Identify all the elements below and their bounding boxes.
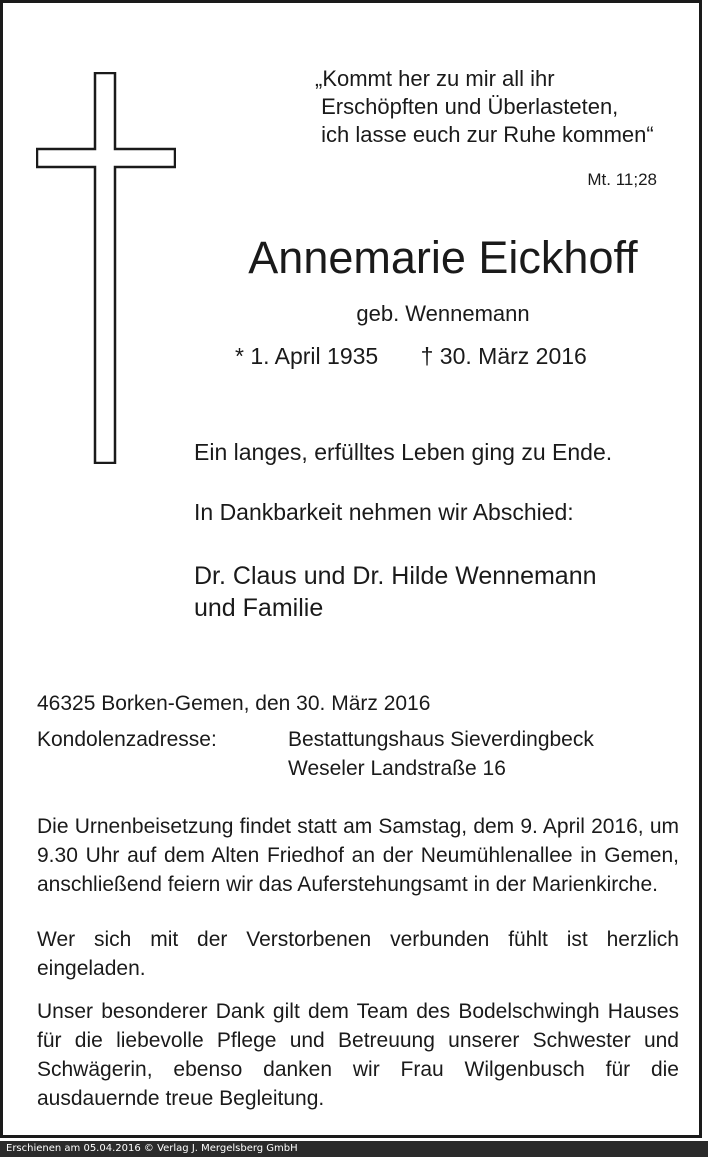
gratitude-line: In Dankbarkeit nehmen wir Abschied: (194, 499, 574, 525)
place-date: 46325 Borken-Gemen, den 30. März 2016 (37, 692, 431, 715)
quote-source: Mt. 11;28 (587, 170, 657, 189)
condolence-address: Bestattungshaus Sieverdingbeck Weseler Landstraße 16 (288, 728, 594, 780)
deceased-name: Annemarie Eickhoff (248, 232, 638, 283)
farewell-line: Ein langes, erfülltes Leben ging zu Ende. (194, 439, 613, 465)
publication-footer (0, 1141, 708, 1157)
condolence-label: Kondolenzadresse: (37, 728, 217, 751)
invitation-text: Wer sich mit der Verstorbenen verbunden fühlt ist herzlich eingeladen. (37, 928, 679, 980)
footer-text: Erschienen am 05.04.2016 © Verlag J. Mergelsberg GmbH (6, 1143, 298, 1154)
burial-details: Die Urnenbeisetzung findet statt am Samstag, dem 9. April 2016, um 9.30 Uhr auf dem Alten Friedhof an der Neumühlenallee in Gemen, anschließend feiern wir das Auferstehungsamt in der Marienkirche. (37, 815, 679, 896)
bible-quote: „Kommt her zu mir all ihr Erschöpften und Überlasteten, ich lasse euch zur Ruhe kommen“ (315, 66, 654, 147)
maiden-name: geb. Wennemann (356, 301, 530, 326)
thanks-text: Unser besonderer Dank gilt dem Team des Bodelschwingh Hauses für die liebevolle Pflege und Betreuung unserer Schwester und Schwägerin, ebenso danken wir Frau Wilgenbusch für die ausdauernde treue Begleitung. (37, 1000, 679, 1110)
life-dates (235, 343, 587, 370)
birth-date: * 1. April 1935 (235, 343, 379, 369)
mourners: Dr. Claus und Dr. Hilde Wennemann und Familie (194, 562, 597, 622)
death-date: † 30. März 2016 (420, 343, 587, 369)
